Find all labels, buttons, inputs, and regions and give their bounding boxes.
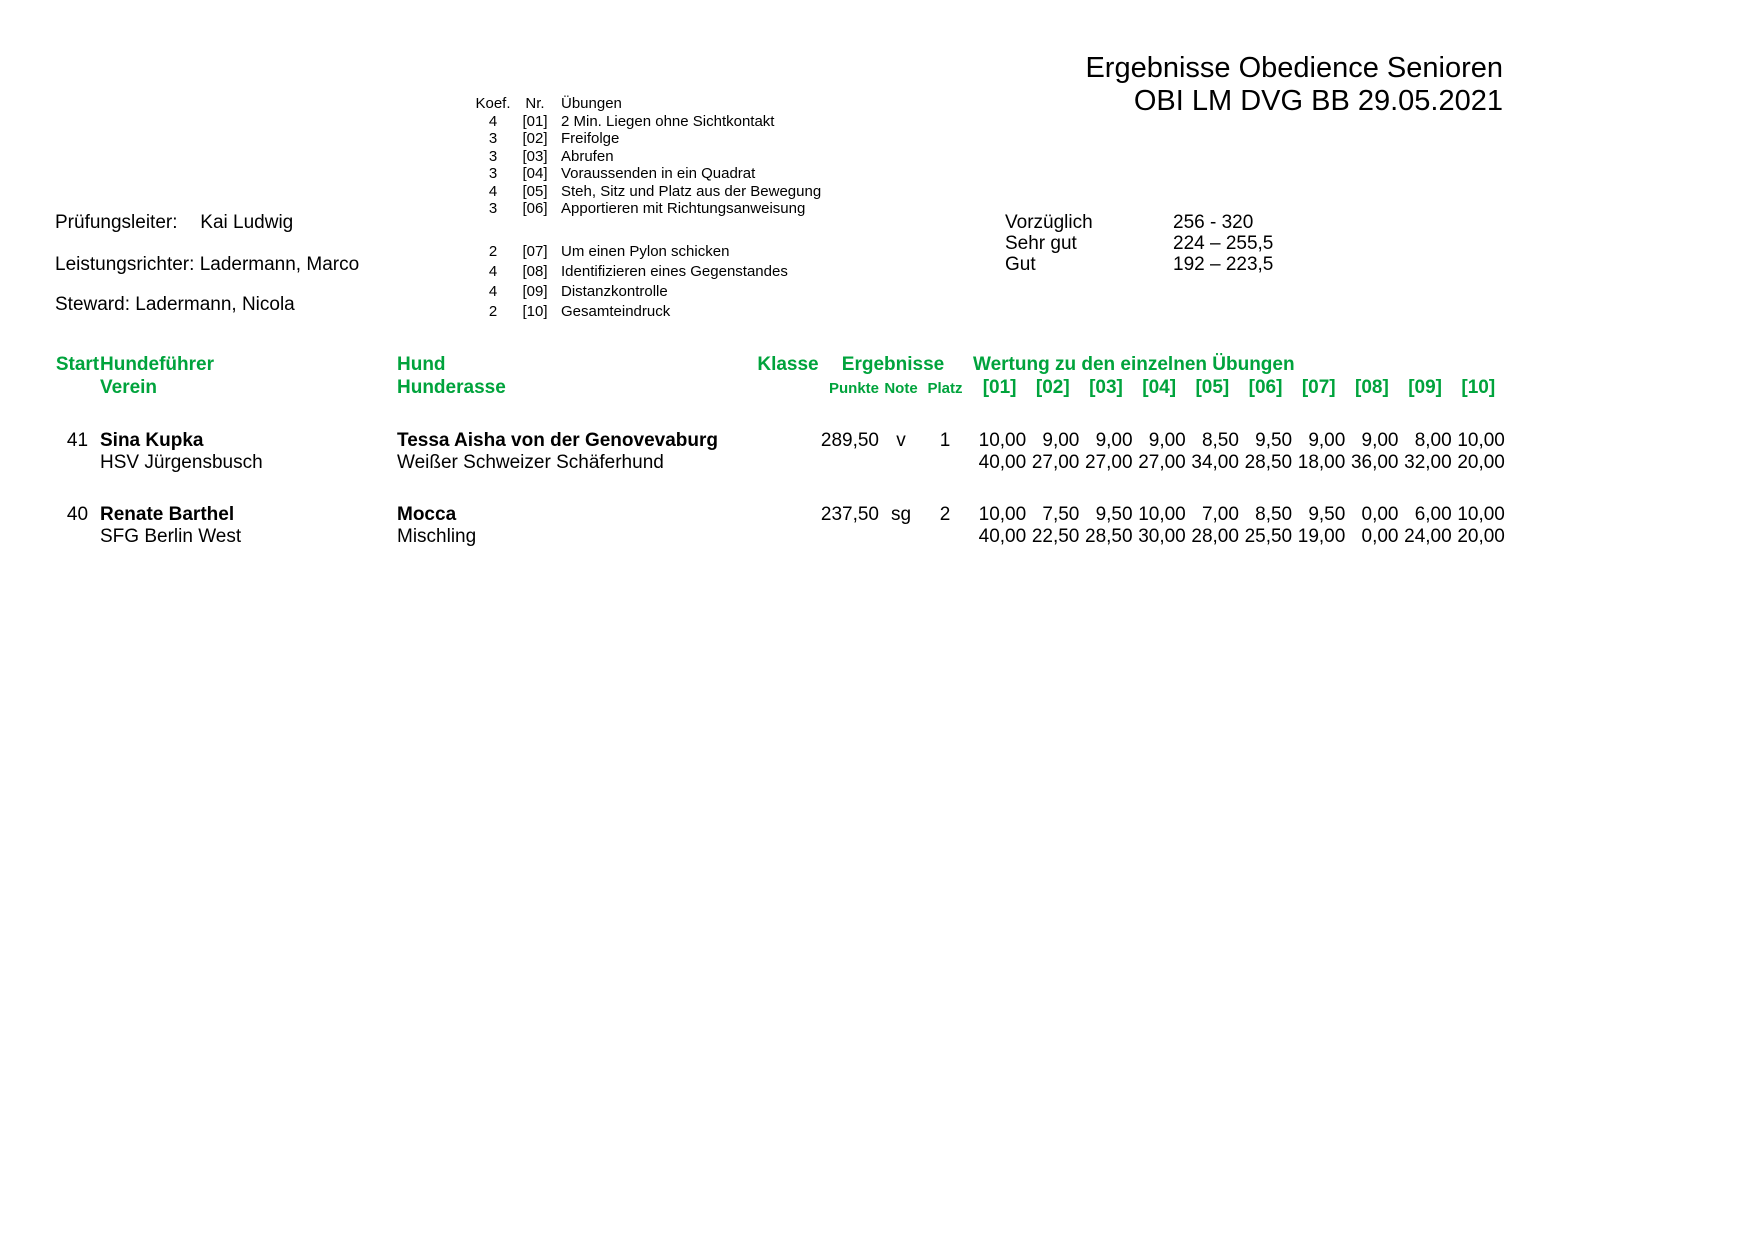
- verein-name: SFG Berlin West: [100, 526, 242, 547]
- exercise-koef: 3: [488, 130, 498, 147]
- weighted-08: 0,00: [1361, 526, 1399, 547]
- results-header-row-1: [55, 353, 1505, 376]
- exercise-row: [473, 302, 821, 322]
- weighted-08: 36,00: [1350, 452, 1399, 473]
- document-title-line2: OBI LM DVG BB 29.05.2021: [1133, 85, 1503, 117]
- weighted-10: 20,00: [1457, 452, 1505, 473]
- start-header: Start: [55, 354, 100, 375]
- official-value: Ladermann, Marco: [199, 254, 360, 275]
- score-02: 9,00: [1042, 430, 1080, 451]
- results-table: [55, 353, 1505, 548]
- weighted-02: 22,50: [1031, 526, 1080, 547]
- rating-range: 256 - 320: [1173, 212, 1254, 233]
- ergebnisse-header: Ergebnisse: [841, 354, 945, 375]
- dog-name: Mocca: [397, 504, 457, 525]
- exercise-col-header-01: [01]: [982, 377, 1017, 398]
- start-number: 41: [66, 430, 89, 451]
- score-03: 9,00: [1095, 430, 1133, 451]
- exercise-name: 2 Min. Liegen ohne Sichtkontakt: [561, 112, 775, 130]
- verein-header: Verein: [100, 377, 158, 398]
- exercise-koef: 3: [488, 165, 498, 182]
- note-value: sg: [890, 504, 912, 525]
- exercise-nr: [07]: [522, 242, 548, 260]
- score-10: 10,00: [1457, 430, 1505, 451]
- exercise-row: [473, 282, 821, 302]
- rating-range: 192 – 223,5: [1173, 254, 1274, 275]
- rating-scale: [1005, 212, 1273, 275]
- document-title-line1: Ergebnisse Obedience Senioren: [1085, 52, 1503, 84]
- exercise-nr: [08]: [522, 262, 548, 280]
- rating-label: Gut: [1005, 254, 1036, 275]
- score-03: 9,50: [1095, 504, 1133, 525]
- result-entry-main-line: [55, 504, 1505, 526]
- exercise-col-header-07: [07]: [1301, 377, 1336, 398]
- exercise-table: [473, 95, 821, 322]
- score-05: 7,00: [1201, 504, 1239, 525]
- handler-name: Renate Barthel: [100, 504, 235, 525]
- weighted-01: 40,00: [978, 526, 1027, 547]
- weighted-04: 30,00: [1138, 526, 1186, 547]
- note-header: Note: [884, 380, 918, 397]
- klasse-header: Klasse: [757, 354, 819, 375]
- score-09: 6,00: [1414, 504, 1452, 525]
- platz-value: 1: [939, 430, 951, 451]
- score-10: 10,00: [1457, 504, 1505, 525]
- score-04: 9,00: [1148, 430, 1186, 451]
- official-label: Steward:: [55, 294, 130, 315]
- dog-header: Hund: [397, 354, 446, 375]
- exercise-col-header-05: [05]: [1195, 377, 1230, 398]
- exercise-nr: [02]: [522, 130, 548, 147]
- nr-header: Nr.: [525, 95, 545, 112]
- exercise-koef: 3: [488, 200, 498, 217]
- exercise-name: Um einen Pylon schicken: [561, 242, 730, 260]
- exercise-row: [473, 183, 821, 201]
- weighted-06: 25,50: [1244, 526, 1293, 547]
- rating-row: [1005, 233, 1273, 254]
- rating-label: Sehr gut: [1005, 233, 1077, 254]
- exercise-nr: [09]: [522, 282, 548, 300]
- koef-header: Koef.: [475, 95, 511, 112]
- start-number: 40: [66, 504, 89, 525]
- weighted-03: 27,00: [1085, 452, 1133, 473]
- punkte-value: 237,50: [820, 504, 879, 525]
- official-value: Kai Ludwig: [200, 212, 294, 233]
- exercise-row: [473, 148, 821, 166]
- exercise-name: Abrufen: [561, 147, 614, 165]
- exercise-col-header-04: [04]: [1142, 377, 1177, 398]
- breed-name: Weißer Schweizer Schäferhund: [397, 452, 664, 473]
- exercise-row: [473, 130, 821, 148]
- exercise-col-header-10: [10]: [1461, 377, 1496, 398]
- exercise-nr: [06]: [522, 200, 548, 217]
- exercise-koef: 4: [488, 262, 498, 280]
- exercise-row: [473, 242, 821, 262]
- score-02: 7,50: [1042, 504, 1080, 525]
- result-entry-main-line: [55, 430, 1505, 452]
- result-entry: [55, 504, 1505, 548]
- platz-value: 2: [939, 504, 951, 525]
- exercise-name: Gesamteindruck: [561, 302, 671, 320]
- rating-row: [1005, 254, 1273, 275]
- score-08: 9,00: [1361, 430, 1399, 451]
- platz-header: Platz: [927, 380, 963, 397]
- verein-name: HSV Jürgensbusch: [100, 452, 263, 473]
- exercise-name: Freifolge: [561, 130, 620, 147]
- weighted-03: 28,50: [1085, 526, 1133, 547]
- weighted-02: 27,00: [1031, 452, 1080, 473]
- result-entry: [55, 430, 1505, 474]
- official-label: Leistungsrichter:: [55, 254, 195, 275]
- exercise-row: [473, 165, 821, 183]
- score-08: 0,00: [1361, 504, 1399, 525]
- uebungen-header: Übungen: [561, 95, 622, 112]
- exercise-name: Apportieren mit Richtungsanweisung: [561, 200, 806, 217]
- score-06: 8,50: [1255, 504, 1293, 525]
- score-01: 10,00: [978, 504, 1027, 525]
- exercise-nr: [10]: [522, 302, 548, 320]
- score-01: 10,00: [978, 430, 1027, 451]
- weighted-05: 28,00: [1191, 526, 1239, 547]
- score-04: 10,00: [1138, 504, 1186, 525]
- weighted-09: 32,00: [1404, 452, 1452, 473]
- weighted-01: 40,00: [978, 452, 1027, 473]
- handler-header: Hundeführer: [100, 354, 214, 375]
- exercise-row: [473, 262, 821, 282]
- weighted-07: 19,00: [1297, 526, 1346, 547]
- exercise-col-header-06: [06]: [1248, 377, 1283, 398]
- result-entry-sub-line: [55, 526, 1505, 548]
- dog-name: Tessa Aisha von der Genovevaburg: [397, 430, 718, 451]
- exercise-row: [473, 113, 821, 131]
- document-title: [1085, 52, 1503, 118]
- official-label: Prüfungsleiter:: [55, 212, 178, 233]
- weighted-07: 18,00: [1297, 452, 1346, 473]
- weighted-10: 20,00: [1457, 526, 1505, 547]
- official-steward: [55, 294, 295, 316]
- exercise-koef: 4: [488, 182, 498, 200]
- exercise-table-header: [473, 95, 821, 113]
- score-05: 8,50: [1201, 430, 1239, 451]
- exercise-col-header-08: [08]: [1355, 377, 1389, 398]
- exercise-row: [473, 200, 821, 218]
- exercise-nr: [01]: [522, 112, 548, 130]
- exercise-koef: 4: [488, 112, 498, 130]
- exercise-col-header-02: [02]: [1035, 377, 1070, 398]
- handler-name: Sina Kupka: [100, 430, 204, 451]
- score-06: 9,50: [1255, 430, 1293, 451]
- punkte-value: 289,50: [820, 430, 879, 451]
- exercise-name: Identifizieren eines Gegenstandes: [561, 262, 788, 280]
- results-header-row-2: [55, 376, 1505, 400]
- result-entry-sub-line: [55, 452, 1505, 474]
- weighted-05: 34,00: [1191, 452, 1239, 473]
- score-07: 9,00: [1308, 430, 1346, 451]
- punkte-header: Punkte: [828, 380, 879, 397]
- exercise-nr: [05]: [522, 182, 548, 200]
- score-07: 9,50: [1308, 504, 1346, 525]
- exercise-koef: 2: [488, 242, 498, 260]
- exercise-koef: 4: [488, 282, 498, 300]
- rating-row: [1005, 212, 1273, 233]
- rating-range: 224 – 255,5: [1173, 233, 1274, 254]
- breed-name: Mischling: [397, 526, 477, 547]
- exercise-nr: [03]: [522, 147, 548, 165]
- exercise-name: Distanzkontrolle: [561, 282, 668, 300]
- exercise-col-header-09: [09]: [1408, 377, 1442, 398]
- exercise-name: Steh, Sitz und Platz aus der Bewegung: [561, 182, 822, 200]
- weighted-09: 24,00: [1404, 526, 1452, 547]
- exercise-koef: 3: [488, 147, 498, 165]
- rating-label: Vorzüglich: [1005, 212, 1093, 233]
- wertung-header: Wertung zu den einzelnen Übungen: [973, 354, 1295, 375]
- exercise-nr: [04]: [522, 165, 548, 182]
- official-value: Ladermann, Nicola: [135, 294, 295, 315]
- weighted-04: 27,00: [1138, 452, 1186, 473]
- note-value: v: [896, 430, 906, 451]
- weighted-06: 28,50: [1244, 452, 1293, 473]
- official-pruefungsleiter: [55, 212, 293, 234]
- score-09: 8,00: [1414, 430, 1452, 451]
- exercise-name: Voraussenden in ein Quadrat: [561, 165, 756, 182]
- exercise-col-header-03: [03]: [1089, 377, 1123, 398]
- breed-header: Hunderasse: [397, 377, 506, 398]
- official-leistungsrichter: [55, 254, 359, 276]
- exercise-koef: 2: [488, 302, 498, 320]
